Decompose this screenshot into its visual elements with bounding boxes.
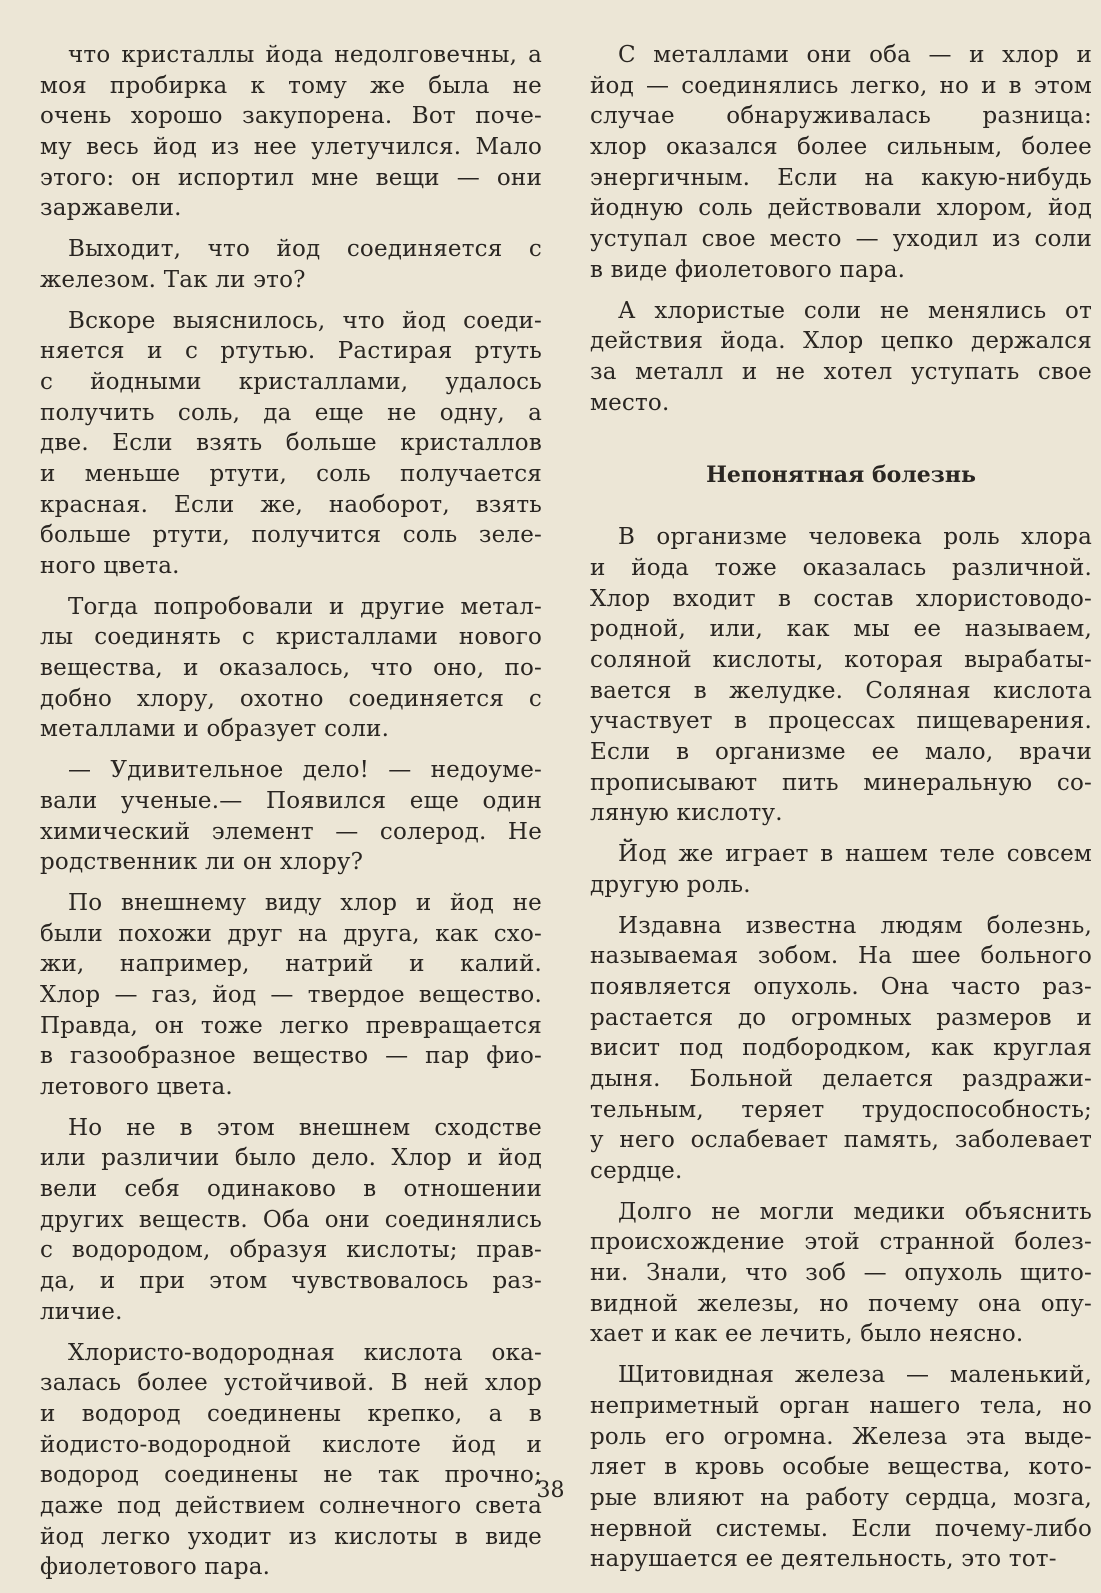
text-line: растается до огромных размеров и	[590, 1004, 1092, 1031]
text-line: происхождение этой странной болез-	[590, 1229, 1092, 1256]
text-line: А хлористые соли не менялись от	[618, 297, 1092, 324]
paragraph	[40, 234, 542, 295]
text-line: водород соединены не так прочно;	[40, 1462, 542, 1489]
text-line: Если в организме ее мало, врачи	[590, 739, 1092, 766]
text-line: железом. Так ли это?	[40, 266, 306, 293]
text-line: даже под действием солнечного света	[40, 1492, 542, 1519]
text-line: Хлористо-водородная кислота ока-	[68, 1339, 542, 1366]
paragraph	[590, 40, 1092, 286]
text-line: или различии было дело. Хлор и йод	[40, 1145, 542, 1172]
text-line: других веществ. Оба они соединялись	[40, 1206, 542, 1233]
text-line: фиолетового пара.	[40, 1554, 271, 1581]
left-text-column	[40, 40, 542, 1593]
right-text-column	[590, 40, 1092, 1585]
text-line: ни. Знали, что зоб — опухоль щито-	[590, 1260, 1092, 1287]
paragraph	[590, 296, 1092, 419]
text-line: добно хлору, охотно соединяется с	[40, 685, 542, 712]
text-line: — Удивительное дело! — недоуме-	[68, 757, 542, 784]
text-line: нарушается ее деятельность, это тот-	[590, 1546, 1057, 1573]
text-line: Тогда попробовали и другие метал-	[68, 593, 542, 620]
text-line: родной, или, как мы ее называем,	[590, 616, 1092, 643]
paragraph	[590, 911, 1092, 1187]
text-line: получить соль, да еще не одну, а	[40, 399, 542, 426]
text-line: дыня. Больной делается раздражи-	[590, 1065, 1092, 1092]
text-line: Хлор входит в состав хлористоводо-	[590, 585, 1092, 612]
paragraph	[40, 592, 542, 745]
text-line: появляется опухоль. Она часто раз-	[590, 973, 1092, 1000]
text-line: моя пробирка к тому же была не	[40, 72, 542, 99]
text-line: в газообразное вещество — пар фио-	[40, 1043, 542, 1070]
text-line: Но не в этом внешнем сходстве	[68, 1114, 542, 1141]
text-line: ляную кислоту.	[590, 800, 783, 827]
text-line: Выходит, что йод соединяется с	[68, 236, 542, 263]
right-column-bottom-text	[590, 522, 1092, 1575]
paragraph	[590, 522, 1092, 829]
text-line: химический элемент — солерод. Не	[40, 818, 542, 845]
text-line: рые влияют на работу сердца, мозга,	[590, 1484, 1092, 1511]
text-line: красная. Если же, наоборот, взять	[40, 491, 542, 518]
paragraph	[590, 1197, 1092, 1350]
text-line: родственник ли он хлору?	[40, 849, 364, 876]
text-line: другую роль.	[590, 871, 751, 898]
text-line: йодную соль действовали хлором, йод	[590, 195, 1092, 222]
text-line: По внешнему виду хлор и йод не	[68, 889, 542, 916]
text-line: энергичным. Если на какую-нибудь	[590, 164, 1092, 191]
text-line: няется и с ртутью. Растирая ртуть	[40, 338, 542, 365]
text-line: сердце.	[590, 1158, 683, 1184]
text-line: и меньше ртути, соль получается	[40, 460, 542, 487]
text-line: металлами и образует соли.	[40, 716, 390, 743]
text-line: лы соединять с кристаллами нового	[40, 624, 542, 651]
paragraph	[40, 888, 542, 1103]
text-line: хлор оказался более сильным, более	[590, 134, 1092, 161]
text-line: вали ученые.— Появился еще один	[40, 787, 542, 814]
text-line: жи, например, натрий и калий.	[40, 951, 542, 978]
text-line: вели себя одинаково в отношении	[40, 1176, 542, 1203]
text-line: йод легко уходит из кислоты в виде	[40, 1523, 542, 1550]
text-line: две. Если взять больше кристаллов	[40, 430, 542, 457]
paragraph	[590, 1360, 1092, 1575]
text-line: были похожи друг на друга, как схо-	[40, 920, 542, 947]
paragraph	[40, 1338, 542, 1584]
text-line: и водород соединены крепко, а в	[40, 1400, 542, 1427]
text-line: Вскоре выяснилось, что йод соеди-	[68, 307, 542, 334]
text-line: этого: он испортил мне вещи — они	[40, 164, 542, 191]
text-line: уступал свое место — уходил из соли	[590, 226, 1092, 253]
text-line: случае обнаруживалась разница:	[590, 103, 1092, 130]
text-line: залась более устойчивой. В ней хлор	[40, 1370, 542, 1397]
text-line: с водородом, образуя кислоты; прав-	[40, 1237, 542, 1264]
text-line: больше ртути, получится соль зеле-	[40, 522, 542, 549]
text-line: и йода тоже оказалась различной.	[590, 554, 1092, 581]
text-line: Йод же играет в нашем теле совсем	[618, 841, 1092, 868]
text-line: тельным, теряет трудоспособность;	[590, 1096, 1092, 1123]
text-line: висит под подбородком, как круглая	[590, 1035, 1092, 1062]
text-line: йодисто-водородной кислоте йод и	[40, 1431, 542, 1458]
text-line: что кристаллы йода недолговечны, а	[68, 42, 542, 68]
text-line: летового цвета.	[40, 1074, 233, 1100]
paragraph	[40, 1113, 542, 1328]
text-line: хает и как ее лечить, было неясно.	[590, 1321, 1024, 1348]
text-line: заржавели.	[40, 195, 182, 222]
text-line: за металл и не хотел уступать свое	[590, 358, 1092, 385]
paragraph	[40, 306, 542, 582]
section-heading: Непонятная болезнь	[706, 462, 976, 489]
text-line: йод — соединялись легко, но и в этом	[590, 72, 1092, 99]
text-line: у него ослабевает память, заболевает	[590, 1127, 1092, 1154]
text-line: Правда, он тоже легко превращается	[40, 1012, 542, 1039]
text-line: в виде фиолетового пара.	[590, 256, 906, 283]
text-line: Издавна известна людям болезнь,	[618, 912, 1092, 939]
paragraph	[40, 40, 542, 224]
text-line: прописывают пить минеральную со-	[590, 769, 1092, 796]
text-line: соляной кислоты, которая вырабаты-	[590, 647, 1092, 673]
text-line: неприметный орган нашего тела, но	[590, 1392, 1092, 1419]
right-column-top-text	[590, 40, 1092, 418]
text-line: Долго не могли медики объяснить	[618, 1198, 1092, 1225]
text-line: роль его огромна. Железа эта выде-	[590, 1423, 1092, 1450]
text-line: В организме человека роль хлора	[618, 524, 1092, 551]
paragraph	[40, 755, 542, 878]
text-line: нервной системы. Если почему-либо	[590, 1515, 1092, 1542]
text-line: Хлор — газ, йод — твердое вещество.	[40, 981, 542, 1008]
text-line: да, и при этом чувствовалось раз-	[40, 1268, 542, 1295]
text-line: очень хорошо закупорена. Вот поче-	[40, 103, 542, 130]
text-line: Щитовидная железа — маленький,	[618, 1362, 1092, 1389]
text-line: действия йода. Хлор цепко держался	[590, 328, 1092, 355]
text-line: му весь йод из нее улетучился. Мало	[40, 134, 542, 161]
text-line: с йодными кристаллами, удалось	[40, 368, 542, 395]
paragraph	[590, 839, 1092, 900]
text-line: видной железы, но почему она опу-	[590, 1290, 1092, 1317]
text-line: ного цвета.	[40, 553, 180, 579]
text-line: вещества, и оказалось, что оно, по-	[40, 655, 542, 682]
text-line: ляет в кровь особые вещества, кото-	[590, 1454, 1092, 1481]
text-line: место.	[590, 389, 670, 416]
text-line: С металлами они оба — и хлор и	[618, 42, 1092, 68]
text-line: вается в желудке. Соляная кислота	[590, 677, 1092, 704]
page-number: 38	[536, 1478, 565, 1503]
text-line: называемая зобом. На шее больного	[590, 943, 1092, 970]
text-line: личие.	[40, 1298, 123, 1325]
text-line: участвует в процессах пищеварения.	[590, 708, 1092, 735]
